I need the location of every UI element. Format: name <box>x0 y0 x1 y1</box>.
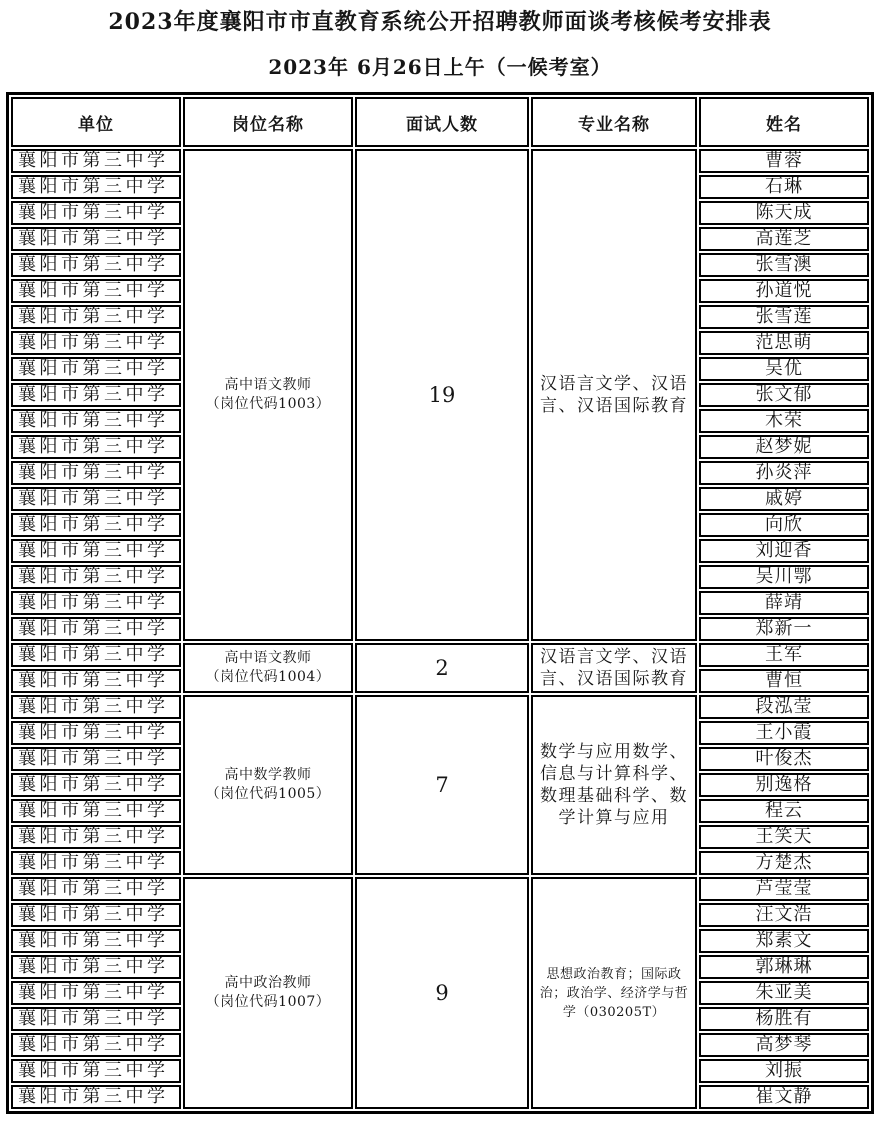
unit-cell: 襄阳市第三中学 <box>11 331 181 355</box>
name-cell: 吴川鄂 <box>699 565 869 589</box>
schedule-table-body <box>11 149 869 1109</box>
position-code: （岗位代码1003） <box>205 396 331 412</box>
unit-cell: 襄阳市第三中学 <box>11 1059 181 1083</box>
major-cell: 汉语言文学、汉语言、汉语国际教育 <box>531 149 697 641</box>
unit-cell: 襄阳市第三中学 <box>11 513 181 537</box>
document-title: 2023年度襄阳市市直教育系统公开招聘教师面谈考核候考安排表 <box>108 9 772 35</box>
name-cell: 曹恒 <box>699 669 869 693</box>
interview-count-cell: 2 <box>355 643 529 693</box>
name-cell: 程云 <box>699 799 869 823</box>
unit-cell: 襄阳市第三中学 <box>11 695 181 719</box>
name-cell: 向欣 <box>699 513 869 537</box>
name-cell: 朱亚美 <box>699 981 869 1005</box>
unit-cell: 襄阳市第三中学 <box>11 175 181 199</box>
name-cell: 薛靖 <box>699 591 869 615</box>
table-row <box>11 149 869 173</box>
header-cell-major: 专业名称 <box>531 97 697 147</box>
unit-cell: 襄阳市第三中学 <box>11 929 181 953</box>
unit-cell: 襄阳市第三中学 <box>11 409 181 433</box>
name-cell: 王小霞 <box>699 721 869 745</box>
unit-cell: 襄阳市第三中学 <box>11 799 181 823</box>
unit-cell: 襄阳市第三中学 <box>11 851 181 875</box>
name-cell: 孙道悦 <box>699 279 869 303</box>
name-cell: 陈天成 <box>699 201 869 225</box>
position-code: （岗位代码1004） <box>205 669 331 685</box>
name-cell: 木荣 <box>699 409 869 433</box>
name-cell: 赵梦妮 <box>699 435 869 459</box>
name-cell: 张雪澳 <box>699 253 869 277</box>
position-title: 高中政治教师 <box>224 975 312 991</box>
unit-cell: 襄阳市第三中学 <box>11 955 181 979</box>
name-cell: 吴优 <box>699 357 869 381</box>
unit-cell: 襄阳市第三中学 <box>11 643 181 667</box>
table-row <box>11 877 869 901</box>
position-cell <box>183 695 353 875</box>
header-cell-interview-count: 面试人数 <box>355 97 529 147</box>
name-cell: 孙炎萍 <box>699 461 869 485</box>
interview-count-cell: 7 <box>355 695 529 875</box>
unit-cell: 襄阳市第三中学 <box>11 617 181 641</box>
name-cell: 张文郁 <box>699 383 869 407</box>
name-cell: 张雪莲 <box>699 305 869 329</box>
name-cell: 郭琳琳 <box>699 955 869 979</box>
name-cell: 石琳 <box>699 175 869 199</box>
unit-cell: 襄阳市第三中学 <box>11 539 181 563</box>
unit-cell: 襄阳市第三中学 <box>11 383 181 407</box>
position-title: 高中语文教师 <box>224 650 312 666</box>
unit-cell: 襄阳市第三中学 <box>11 877 181 901</box>
unit-cell: 襄阳市第三中学 <box>11 201 181 225</box>
unit-cell: 襄阳市第三中学 <box>11 747 181 771</box>
unit-cell: 襄阳市第三中学 <box>11 981 181 1005</box>
table-row <box>11 643 869 667</box>
name-cell: 范思萌 <box>699 331 869 355</box>
unit-cell: 襄阳市第三中学 <box>11 1007 181 1031</box>
name-cell: 郑素文 <box>699 929 869 953</box>
major-cell: 思想政治教育；国际政治；政治学、经济学与哲学（030205T） <box>531 877 697 1109</box>
name-cell: 王军 <box>699 643 869 667</box>
unit-cell: 襄阳市第三中学 <box>11 149 181 173</box>
schedule-table <box>6 92 874 1114</box>
header-cell-position: 岗位名称 <box>183 97 353 147</box>
unit-cell: 襄阳市第三中学 <box>11 721 181 745</box>
name-cell: 刘振 <box>699 1059 869 1083</box>
name-cell: 方楚杰 <box>699 851 869 875</box>
name-cell: 别逸格 <box>699 773 869 797</box>
header-cell-unit: 单位 <box>11 97 181 147</box>
unit-cell: 襄阳市第三中学 <box>11 279 181 303</box>
unit-cell: 襄阳市第三中学 <box>11 669 181 693</box>
unit-cell: 襄阳市第三中学 <box>11 903 181 927</box>
unit-cell: 襄阳市第三中学 <box>11 227 181 251</box>
interview-count-cell: 9 <box>355 877 529 1109</box>
position-cell <box>183 877 353 1109</box>
unit-cell: 襄阳市第三中学 <box>11 825 181 849</box>
unit-cell: 襄阳市第三中学 <box>11 487 181 511</box>
unit-cell: 襄阳市第三中学 <box>11 435 181 459</box>
name-cell: 刘迎香 <box>699 539 869 563</box>
position-title: 高中数学教师 <box>224 767 312 783</box>
position-title: 高中语文教师 <box>224 377 312 393</box>
header-cell-name: 姓名 <box>699 97 869 147</box>
unit-cell: 襄阳市第三中学 <box>11 591 181 615</box>
name-cell: 汪文浩 <box>699 903 869 927</box>
name-cell: 芦莹莹 <box>699 877 869 901</box>
unit-cell: 襄阳市第三中学 <box>11 253 181 277</box>
name-cell: 段泓莹 <box>699 695 869 719</box>
major-cell: 汉语言文学、汉语言、汉语国际教育 <box>531 643 697 693</box>
name-cell: 曹蓉 <box>699 149 869 173</box>
unit-cell: 襄阳市第三中学 <box>11 461 181 485</box>
interview-count-cell: 19 <box>355 149 529 641</box>
position-code: （岗位代码1005） <box>205 786 331 802</box>
major-cell: 数学与应用数学、信息与计算科学、数理基础科学、数学计算与应用 <box>531 695 697 875</box>
name-cell: 郑新一 <box>699 617 869 641</box>
unit-cell: 襄阳市第三中学 <box>11 773 181 797</box>
unit-cell: 襄阳市第三中学 <box>11 1085 181 1109</box>
name-cell: 戚婷 <box>699 487 869 511</box>
unit-cell: 襄阳市第三中学 <box>11 305 181 329</box>
name-cell: 王笑天 <box>699 825 869 849</box>
name-cell: 高梦琴 <box>699 1033 869 1057</box>
position-code: （岗位代码1007） <box>205 994 331 1010</box>
position-cell <box>183 643 353 693</box>
name-cell: 叶俊杰 <box>699 747 869 771</box>
header-row <box>11 97 869 147</box>
position-cell <box>183 149 353 641</box>
unit-cell: 襄阳市第三中学 <box>11 357 181 381</box>
unit-cell: 襄阳市第三中学 <box>11 565 181 589</box>
session-subtitle: 2023年 6月26日上午（一候考室） <box>268 55 612 79</box>
unit-cell: 襄阳市第三中学 <box>11 1033 181 1057</box>
table-row <box>11 695 869 719</box>
name-cell: 高莲芝 <box>699 227 869 251</box>
name-cell: 杨胜有 <box>699 1007 869 1031</box>
name-cell: 崔文静 <box>699 1085 869 1109</box>
